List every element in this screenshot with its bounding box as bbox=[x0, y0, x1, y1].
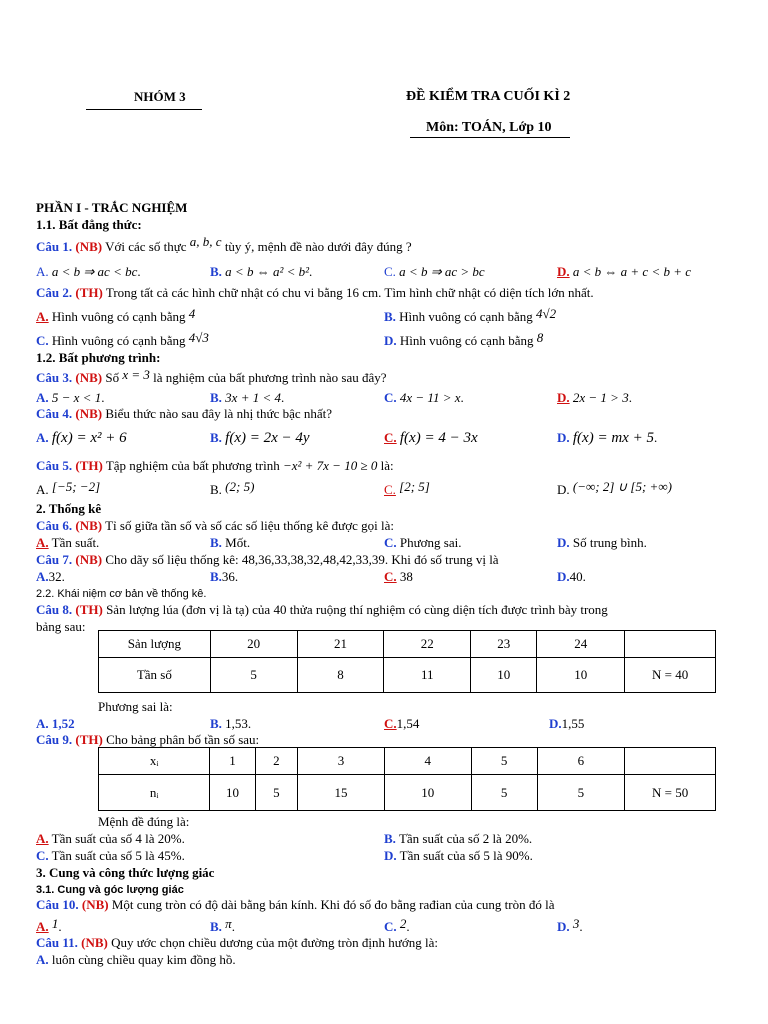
q8-c-text: 1,54 bbox=[396, 716, 420, 731]
q6-b-letter: B. bbox=[210, 535, 222, 550]
exam-title: ĐỀ KIỂM TRA CUỐI KÌ 2 bbox=[406, 89, 571, 104]
group-underline bbox=[86, 109, 202, 110]
q2-b-math: 4√2 bbox=[536, 306, 557, 321]
q8-cell: N = 40 bbox=[625, 658, 716, 693]
q9-cell: 15 bbox=[298, 775, 385, 811]
q1-c-letter: C. bbox=[384, 264, 396, 279]
q3-label: Câu 3. bbox=[36, 370, 73, 385]
q3-option-c[interactable]: C. 4x − 11 > x. bbox=[384, 390, 464, 405]
q7-d-letter: D. bbox=[557, 569, 570, 584]
q9-cell: 10 bbox=[384, 775, 471, 811]
q8-cell: 24 bbox=[537, 631, 625, 658]
q4-c-text: f(x) = 4 − 3x bbox=[399, 430, 478, 446]
q8-cell: 5 bbox=[210, 658, 297, 693]
section-1-2: 1.2. Bất phương trình: bbox=[36, 350, 161, 365]
q6-option-c[interactable] bbox=[384, 535, 461, 551]
q5-c-text: [2; 5] bbox=[399, 479, 430, 494]
q1-d-text: a < b ⇔ a + c < b + c bbox=[572, 264, 692, 279]
q5-text-b: là: bbox=[380, 458, 394, 473]
q8-table-row-1 bbox=[99, 631, 716, 658]
q10-d-letter: D. bbox=[557, 919, 570, 934]
q7-option-d[interactable] bbox=[557, 569, 586, 585]
q9-d-text: Tần suất của số 5 là 90%. bbox=[399, 848, 533, 863]
q6-option-d[interactable] bbox=[557, 535, 647, 551]
q6-a-text: Tần suất. bbox=[51, 535, 100, 550]
q7-text: Cho dãy số liệu thống kê: 48,36,33,38,32,48,42,33,39. Khi đó số trung vị là bbox=[105, 552, 499, 567]
q8-cell: 23 bbox=[471, 631, 537, 658]
q5-b-text: (2; 5) bbox=[225, 479, 255, 494]
section-2: 2. Thống kê bbox=[36, 501, 102, 516]
q1-c-text: a < b ⇒ ac > bc bbox=[399, 264, 485, 279]
q4-b-letter: B. bbox=[210, 430, 222, 445]
q9-cell: 5 bbox=[471, 775, 537, 811]
q2-b-letter: B. bbox=[384, 309, 396, 324]
q8-b-text: 1,53. bbox=[225, 716, 252, 731]
q9-cell: 2 bbox=[255, 748, 297, 775]
q10-option-b[interactable]: B. π. bbox=[210, 916, 235, 934]
question-1 bbox=[36, 234, 412, 255]
q7-b-letter: B. bbox=[210, 569, 222, 584]
q4-c-letter: C. bbox=[384, 430, 397, 445]
q1-a-text: a < b ⇒ ac < bc bbox=[51, 264, 138, 279]
q9-d-letter: D. bbox=[384, 848, 397, 863]
q4-option-b[interactable] bbox=[210, 430, 310, 446]
q9-option-b[interactable] bbox=[384, 831, 532, 847]
q6-c-text: Phương sai. bbox=[399, 535, 462, 550]
q8-option-d[interactable] bbox=[549, 716, 584, 732]
q5-math: −x² + 7x − 10 ≥ 0 bbox=[282, 458, 378, 473]
group-name: NHÓM 3 bbox=[134, 89, 186, 104]
q3-option-b[interactable]: B. 3x + 1 < 4. bbox=[210, 390, 285, 405]
q5-option-b[interactable] bbox=[210, 479, 255, 498]
q4-a-text: f(x) = x² + 6 bbox=[51, 430, 127, 446]
q8-d-text: 1,55 bbox=[561, 716, 585, 731]
q1-a-letter: A. bbox=[36, 264, 49, 279]
q8-cell: 21 bbox=[297, 631, 384, 658]
q9-b-letter: B. bbox=[384, 831, 396, 846]
q5-d-text: (−∞; 2] ∪ [5; +∞) bbox=[572, 479, 672, 494]
q9-option-c[interactable] bbox=[36, 848, 185, 864]
q5-option-c[interactable] bbox=[384, 479, 430, 498]
q10-d-text: 3 bbox=[572, 916, 580, 931]
q3-a-letter: A. bbox=[36, 390, 49, 405]
q9-text: Cho bảng phân bố tần số sau: bbox=[106, 732, 260, 747]
q7-c-letter: C. bbox=[384, 569, 397, 584]
q8-cell: 20 bbox=[210, 631, 297, 658]
q4-a-letter: A. bbox=[36, 430, 49, 445]
q4-option-c[interactable] bbox=[384, 430, 478, 446]
q11-text: Quy ước chọn chiều dương của một đường tròn định hướng là: bbox=[111, 935, 438, 950]
q9-cell: nᵢ bbox=[99, 775, 210, 811]
q5-a-letter: A. bbox=[36, 482, 49, 497]
section-3-1: 3.1. Cung và góc lượng giác bbox=[36, 884, 184, 896]
q8-cell: 8 bbox=[297, 658, 384, 693]
q1-b-text: a < b ⇔ a² < b² bbox=[225, 264, 310, 279]
q2-option-d[interactable] bbox=[384, 330, 544, 349]
q8-c-letter: C. bbox=[384, 716, 397, 731]
q7-a-text: 32. bbox=[48, 569, 65, 584]
q3-c-text: 4x − 11 > x bbox=[399, 390, 461, 405]
q10-label: Câu 10. bbox=[36, 897, 79, 912]
q6-option-b[interactable] bbox=[210, 535, 250, 551]
q5-a-text: [−5; −2] bbox=[51, 479, 101, 494]
q3-b-letter: B. bbox=[210, 390, 222, 405]
q10-b-letter: B. bbox=[210, 919, 222, 934]
q2-d-text: Hình vuông có cạnh bằng bbox=[399, 333, 534, 348]
q11-option-a[interactable] bbox=[36, 952, 236, 968]
q4-text: Biểu thức nào sau đây là nhị thức bậc nhất? bbox=[105, 406, 333, 421]
q2-a-text: Hình vuông có cạnh bằng bbox=[51, 309, 186, 324]
q2-a-math: 4 bbox=[188, 306, 196, 321]
q9-cell: 5 bbox=[537, 775, 625, 811]
q11-a-text: luôn cùng chiều quay kim đồng hồ. bbox=[51, 952, 236, 967]
q7-d-text: 40. bbox=[569, 569, 586, 584]
q11-a-letter: A. bbox=[36, 952, 49, 967]
q6-a-letter: A. bbox=[36, 535, 49, 550]
q9-option-d[interactable] bbox=[384, 848, 533, 864]
q6-option-a[interactable] bbox=[36, 535, 99, 551]
q10-b-text: π bbox=[225, 916, 232, 931]
q1-level: (NB) bbox=[75, 239, 103, 254]
q6-text: Tỉ số giữa tần số và số các số liệu thống kê được gọi là: bbox=[105, 518, 394, 533]
q10-a-text: 1 bbox=[51, 916, 59, 931]
q4-option-a[interactable] bbox=[36, 430, 127, 446]
q5-level: (TH) bbox=[75, 458, 103, 473]
q8-d-letter: D. bbox=[549, 716, 562, 731]
q9-c-text: Tần suất của số 5 là 45%. bbox=[51, 848, 185, 863]
q6-d-text: Số trung bình. bbox=[572, 535, 647, 550]
q4-d-text: f(x) = mx + 5 bbox=[572, 430, 654, 446]
question-3 bbox=[36, 367, 387, 386]
q1-d-letter: D. bbox=[557, 264, 570, 279]
q5-b-letter: B. bbox=[210, 482, 222, 497]
q6-b-text: Mốt. bbox=[225, 535, 251, 550]
q9-cell: 10 bbox=[210, 775, 255, 811]
q2-a-letter: A. bbox=[36, 309, 49, 324]
q8-option-c[interactable] bbox=[384, 716, 419, 732]
q8-table bbox=[98, 630, 716, 693]
q3-d-text: 2x − 1 > 3 bbox=[572, 390, 629, 405]
q6-d-letter: D. bbox=[557, 535, 570, 550]
q9-option-a[interactable] bbox=[36, 831, 185, 847]
q3-text-b: là nghiệm của bất phương trình nào sau đây? bbox=[153, 370, 387, 385]
q10-c-text: 2 bbox=[399, 916, 407, 931]
q1-label: Câu 1. bbox=[36, 239, 73, 254]
q8-cell: 10 bbox=[471, 658, 537, 693]
q7-option-b[interactable] bbox=[210, 569, 238, 585]
q1-option-d[interactable] bbox=[557, 264, 691, 280]
q9-cell: N = 50 bbox=[625, 775, 716, 811]
q9-cell bbox=[625, 748, 716, 775]
q8-label: Câu 8. bbox=[36, 602, 73, 617]
q9-cell: 5 bbox=[471, 748, 537, 775]
q11-label: Câu 11. bbox=[36, 935, 78, 950]
q1-text-a: Với các số thực bbox=[105, 239, 187, 254]
q5-d-letter: D. bbox=[557, 482, 570, 497]
q3-option-d[interactable]: D. 2x − 1 > 3. bbox=[557, 390, 632, 405]
question-5 bbox=[36, 458, 394, 474]
q3-option-a[interactable]: A. 5 − x < 1. bbox=[36, 390, 105, 405]
q5-option-a[interactable] bbox=[36, 479, 101, 498]
q8-text: Sản lượng lúa (đơn vị là tạ) của 40 thửa ruộng thí nghiệm có cùng diện tích được trình bày trong bbox=[106, 602, 608, 617]
q8-b-letter: B. bbox=[210, 716, 222, 731]
q2-option-b[interactable] bbox=[384, 306, 557, 325]
q4-d-letter: D. bbox=[557, 430, 570, 445]
subject-line: Môn: TOÁN, Lớp 10 bbox=[426, 120, 552, 135]
q1-math: a, b, c bbox=[189, 234, 222, 249]
question-2 bbox=[36, 285, 594, 301]
question-7 bbox=[36, 552, 499, 568]
q4-label: Câu 4. bbox=[36, 406, 73, 421]
q1-option-a[interactable]: A. a < b ⇒ ac < bc. bbox=[36, 264, 141, 279]
q8-cell: 10 bbox=[537, 658, 625, 693]
q7-label: Câu 7. bbox=[36, 552, 73, 567]
q9-cell: 1 bbox=[210, 748, 255, 775]
part1-title: PHẦN I - TRẮC NGHIỆM bbox=[36, 200, 188, 215]
q9-cell: xᵢ bbox=[99, 748, 210, 775]
q10-level: (NB) bbox=[81, 897, 109, 912]
q1-text-b: tùy ý, mệnh đề nào dưới đây đúng ? bbox=[224, 239, 412, 254]
q2-c-text: Hình vuông có cạnh bằng bbox=[51, 333, 186, 348]
question-6 bbox=[36, 518, 394, 534]
q9-level: (TH) bbox=[75, 732, 103, 747]
q2-option-a[interactable] bbox=[36, 306, 196, 325]
q2-label: Câu 2. bbox=[36, 285, 73, 300]
q7-c-text: 38 bbox=[399, 569, 413, 584]
q8-level: (TH) bbox=[75, 602, 103, 617]
q9-cell: 6 bbox=[537, 748, 625, 775]
q9-a-letter: A. bbox=[36, 831, 49, 846]
q5-label: Câu 5. bbox=[36, 458, 73, 473]
q6-label: Câu 6. bbox=[36, 518, 73, 533]
q1-option-b[interactable]: B. a < b ⇔ a² < b². bbox=[210, 264, 313, 279]
q8-cell: 22 bbox=[384, 631, 471, 658]
q3-c-letter: C. bbox=[384, 390, 397, 405]
q3-text-a: Số bbox=[105, 370, 120, 385]
q2-d-letter: D. bbox=[384, 333, 397, 348]
q8-cell: 11 bbox=[384, 658, 471, 693]
q8-option-a[interactable] bbox=[36, 716, 75, 732]
q8-text-2: bảng sau: bbox=[36, 619, 86, 634]
q7-option-c[interactable] bbox=[384, 569, 413, 585]
q1-b-letter: B. bbox=[210, 264, 222, 279]
q3-b-text: 3x + 1 < 4 bbox=[225, 390, 281, 405]
q10-option-c[interactable]: C. 2. bbox=[384, 916, 410, 934]
q8-a-text: 1,52 bbox=[51, 716, 75, 731]
q11-level: (NB) bbox=[81, 935, 108, 950]
q2-d-math: 8 bbox=[536, 330, 544, 345]
q9-cell: 4 bbox=[384, 748, 471, 775]
q4-level: (NB) bbox=[75, 406, 103, 421]
q9-a-text: Tần suất của số 4 là 20%. bbox=[51, 831, 185, 846]
q9-after: Mệnh đề đúng là: bbox=[98, 814, 190, 829]
q5-option-d[interactable] bbox=[557, 479, 672, 498]
q2-c-math: 4√3 bbox=[188, 330, 209, 345]
q2-option-c[interactable] bbox=[36, 330, 209, 349]
q9-b-text: Tần suất của số 2 là 20%. bbox=[398, 831, 533, 846]
q3-d-letter: D. bbox=[557, 390, 570, 405]
q5-text-a: Tập nghiệm của bất phương trình bbox=[105, 458, 280, 473]
q9-cell: 5 bbox=[255, 775, 297, 811]
q8-after: Phương sai là: bbox=[98, 699, 173, 714]
q4-option-d[interactable]: D. f(x) = mx + 5. bbox=[557, 430, 658, 446]
section-2-2: 2.2. Khái niệm cơ bản về thống kê. bbox=[36, 588, 207, 600]
q3-math: x = 3 bbox=[122, 367, 150, 382]
q7-b-text: 36. bbox=[221, 569, 239, 584]
q8-cell bbox=[625, 631, 716, 658]
q2-b-text: Hình vuông có cạnh bằng bbox=[399, 309, 533, 324]
q10-option-d[interactable]: D. 3. bbox=[557, 916, 583, 934]
q8-option-b[interactable] bbox=[210, 716, 251, 732]
q9-table-row-2 bbox=[99, 775, 716, 811]
q8-a-letter: A. bbox=[36, 716, 49, 731]
q2-level: (TH) bbox=[75, 285, 103, 300]
q3-a-text: 5 − x < 1 bbox=[51, 390, 102, 405]
q9-table bbox=[98, 747, 716, 811]
q6-level: (NB) bbox=[75, 518, 103, 533]
q9-c-letter: C. bbox=[36, 848, 49, 863]
subject-underline bbox=[410, 137, 570, 138]
q9-label: Câu 9. bbox=[36, 732, 73, 747]
q7-option-a[interactable] bbox=[36, 569, 65, 585]
q2-text: Trong tất cả các hình chữ nhật có chu vi bằng 16 cm. Tìm hình chữ nhật có diện tích lớn nhất. bbox=[105, 285, 594, 300]
q10-option-a[interactable]: A. 1. bbox=[36, 916, 62, 934]
q6-c-letter: C. bbox=[384, 535, 397, 550]
q4-b-text: f(x) = 2x − 4y bbox=[225, 430, 310, 446]
q5-c-letter: C. bbox=[384, 482, 396, 497]
q10-c-letter: C. bbox=[384, 919, 397, 934]
question-11 bbox=[36, 935, 438, 951]
q10-a-letter: A. bbox=[36, 919, 49, 934]
question-10 bbox=[36, 897, 554, 913]
q8-cell: Tần số bbox=[99, 658, 211, 693]
q9-cell: 3 bbox=[298, 748, 385, 775]
question-9 bbox=[36, 732, 259, 748]
section-1-1: 1.1. Bất đẳng thức: bbox=[36, 217, 142, 232]
q7-a-letter: A. bbox=[36, 569, 49, 584]
q8-cell: Sản lượng bbox=[99, 631, 211, 658]
question-4 bbox=[36, 406, 332, 422]
q9-table-row-1 bbox=[99, 748, 716, 775]
section-3: 3. Cung và công thức lượng giác bbox=[36, 865, 215, 880]
question-8 bbox=[36, 602, 608, 618]
q3-level: (NB) bbox=[75, 370, 103, 385]
q2-c-letter: C. bbox=[36, 333, 49, 348]
q10-text: Một cung tròn có độ dài bằng bán kính. Khi đó số đo bằng rađian của cung tròn đó là bbox=[111, 897, 555, 912]
q8-table-row-2 bbox=[99, 658, 716, 693]
q7-level: (NB) bbox=[75, 552, 103, 567]
q1-option-c[interactable] bbox=[384, 264, 485, 280]
